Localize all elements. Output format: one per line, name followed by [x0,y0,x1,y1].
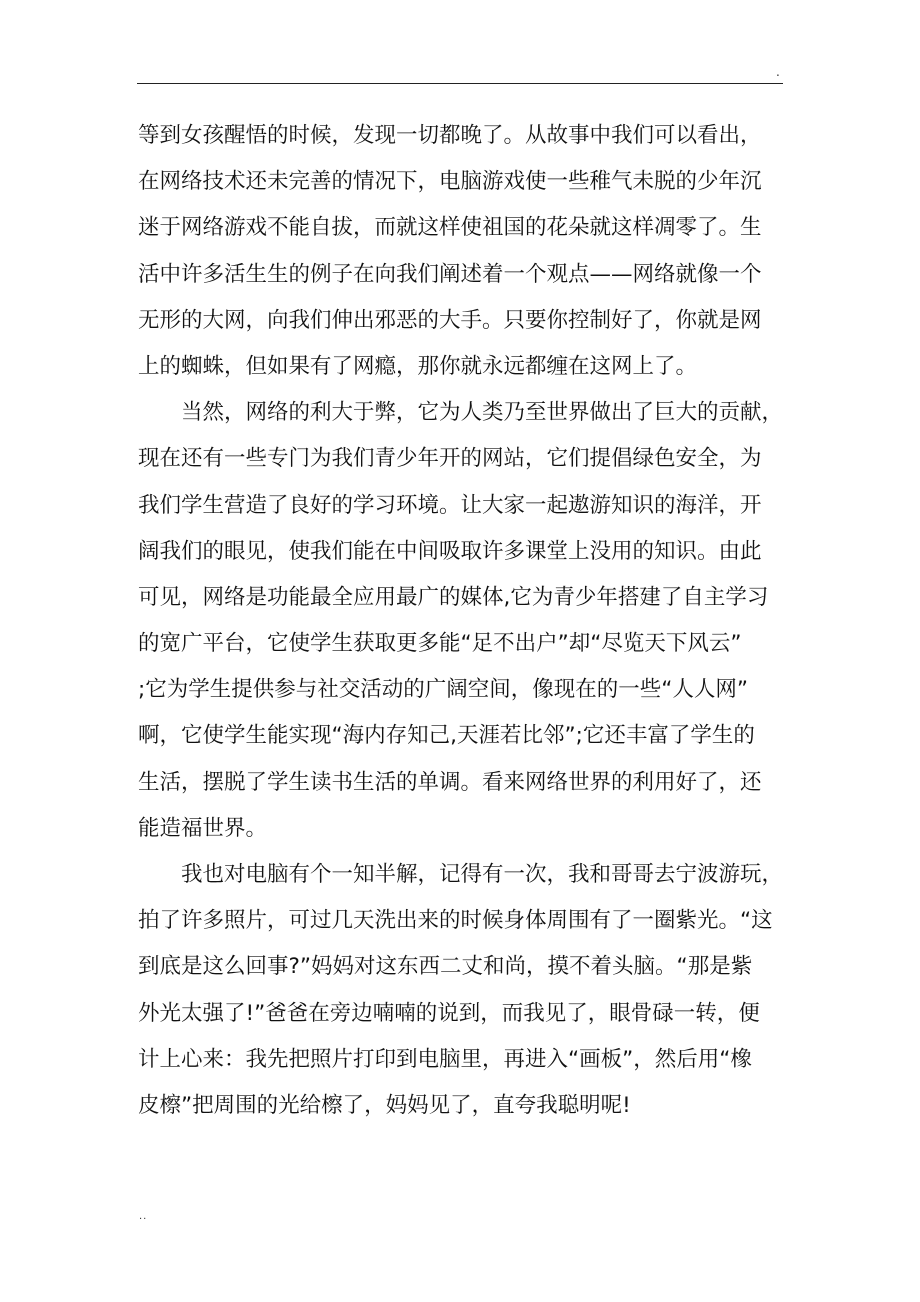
text-line: 在网络技术还未完善的情况下，电脑游戏使一些稚气未脱的少年沉 [138,169,762,195]
footer-mark: .. [139,1211,148,1222]
text-line: 的宽广平台，它使学生获取更多能“足不出户”却“尽览天下风云” [138,631,742,657]
paragraph-first-line: 当然，网络的利大于弊，它为人类乃至世界做出了巨大的贡献， [138,400,784,426]
text-line: 迷于网络游戏不能自拔，而就这样使祖国的花朵就这样凋零了。生 [138,215,762,241]
document-body [138,113,784,1129]
text-line: 无形的大网，向我们伸出邪恶的大手。只要你控制好了，你就是网 [138,307,762,333]
text-line: 现在还有一些专门为我们青少年开的网站，它们提倡绿色安全，为 [138,446,762,472]
text-line: 阔我们的眼见，使我们能在中间吸取许多课堂上没用的知识。由此 [138,538,762,564]
paragraph-first-line: 我也对电脑有个一知半解，记得有一次，我和哥哥去宁波游玩， [138,862,784,887]
text-line: 生活，摆脱了学生读书生活的单调。看来网络世界的利用好了，还 [138,769,762,795]
text-line: 等到女孩醒悟的时候，发现一切都晚了。从故事中我们可以看出， [138,123,762,148]
header-rule [137,83,783,84]
text-line: 到底是这么回事?”妈妈对这东西二丈和尚，摸不着头脑。“那是紫 [138,954,753,980]
text-line: 啊，它使学生能实现“海内存知己,天涯若比邻”;它还丰富了学生的 [138,723,755,749]
text-line: 上的蜘蛛，但如果有了网瘾，那你就永远都缠在这网上了。 [138,353,698,379]
text-line: 能造福世界。 [138,815,268,841]
text-line: 我们学生营造了良好的学习环境。让大家一起遨游知识的海洋，开 [138,492,762,518]
text-line: 可见，网络是功能最全应用最广的媒体,它为青少年搭建了自主学习 [138,584,769,610]
text-line: 皮檫”把周围的光给檫了，妈妈见了，直夸我聪明呢! [138,1092,631,1118]
text-line: 外光太强了!”爸爸在旁边喃喃的说到，而我见了，眼骨碌一转，便 [138,1000,760,1026]
text-line: 拍了许多照片，可过几天洗出来的时候身体周围有了一圈紫光。“这 [138,908,773,934]
text-line: 活中许多活生生的例子在向我们阐述着一个观点——网络就像一个 [138,261,762,287]
text-line: 计上心来：我先把照片打印到电脑里，再进入“画板”，然后用“橡 [138,1046,752,1072]
header-mark: . [776,65,780,79]
text-line: ;它为学生提供参与社交活动的广阔空间，像现在的一些“人人网” [138,677,749,703]
